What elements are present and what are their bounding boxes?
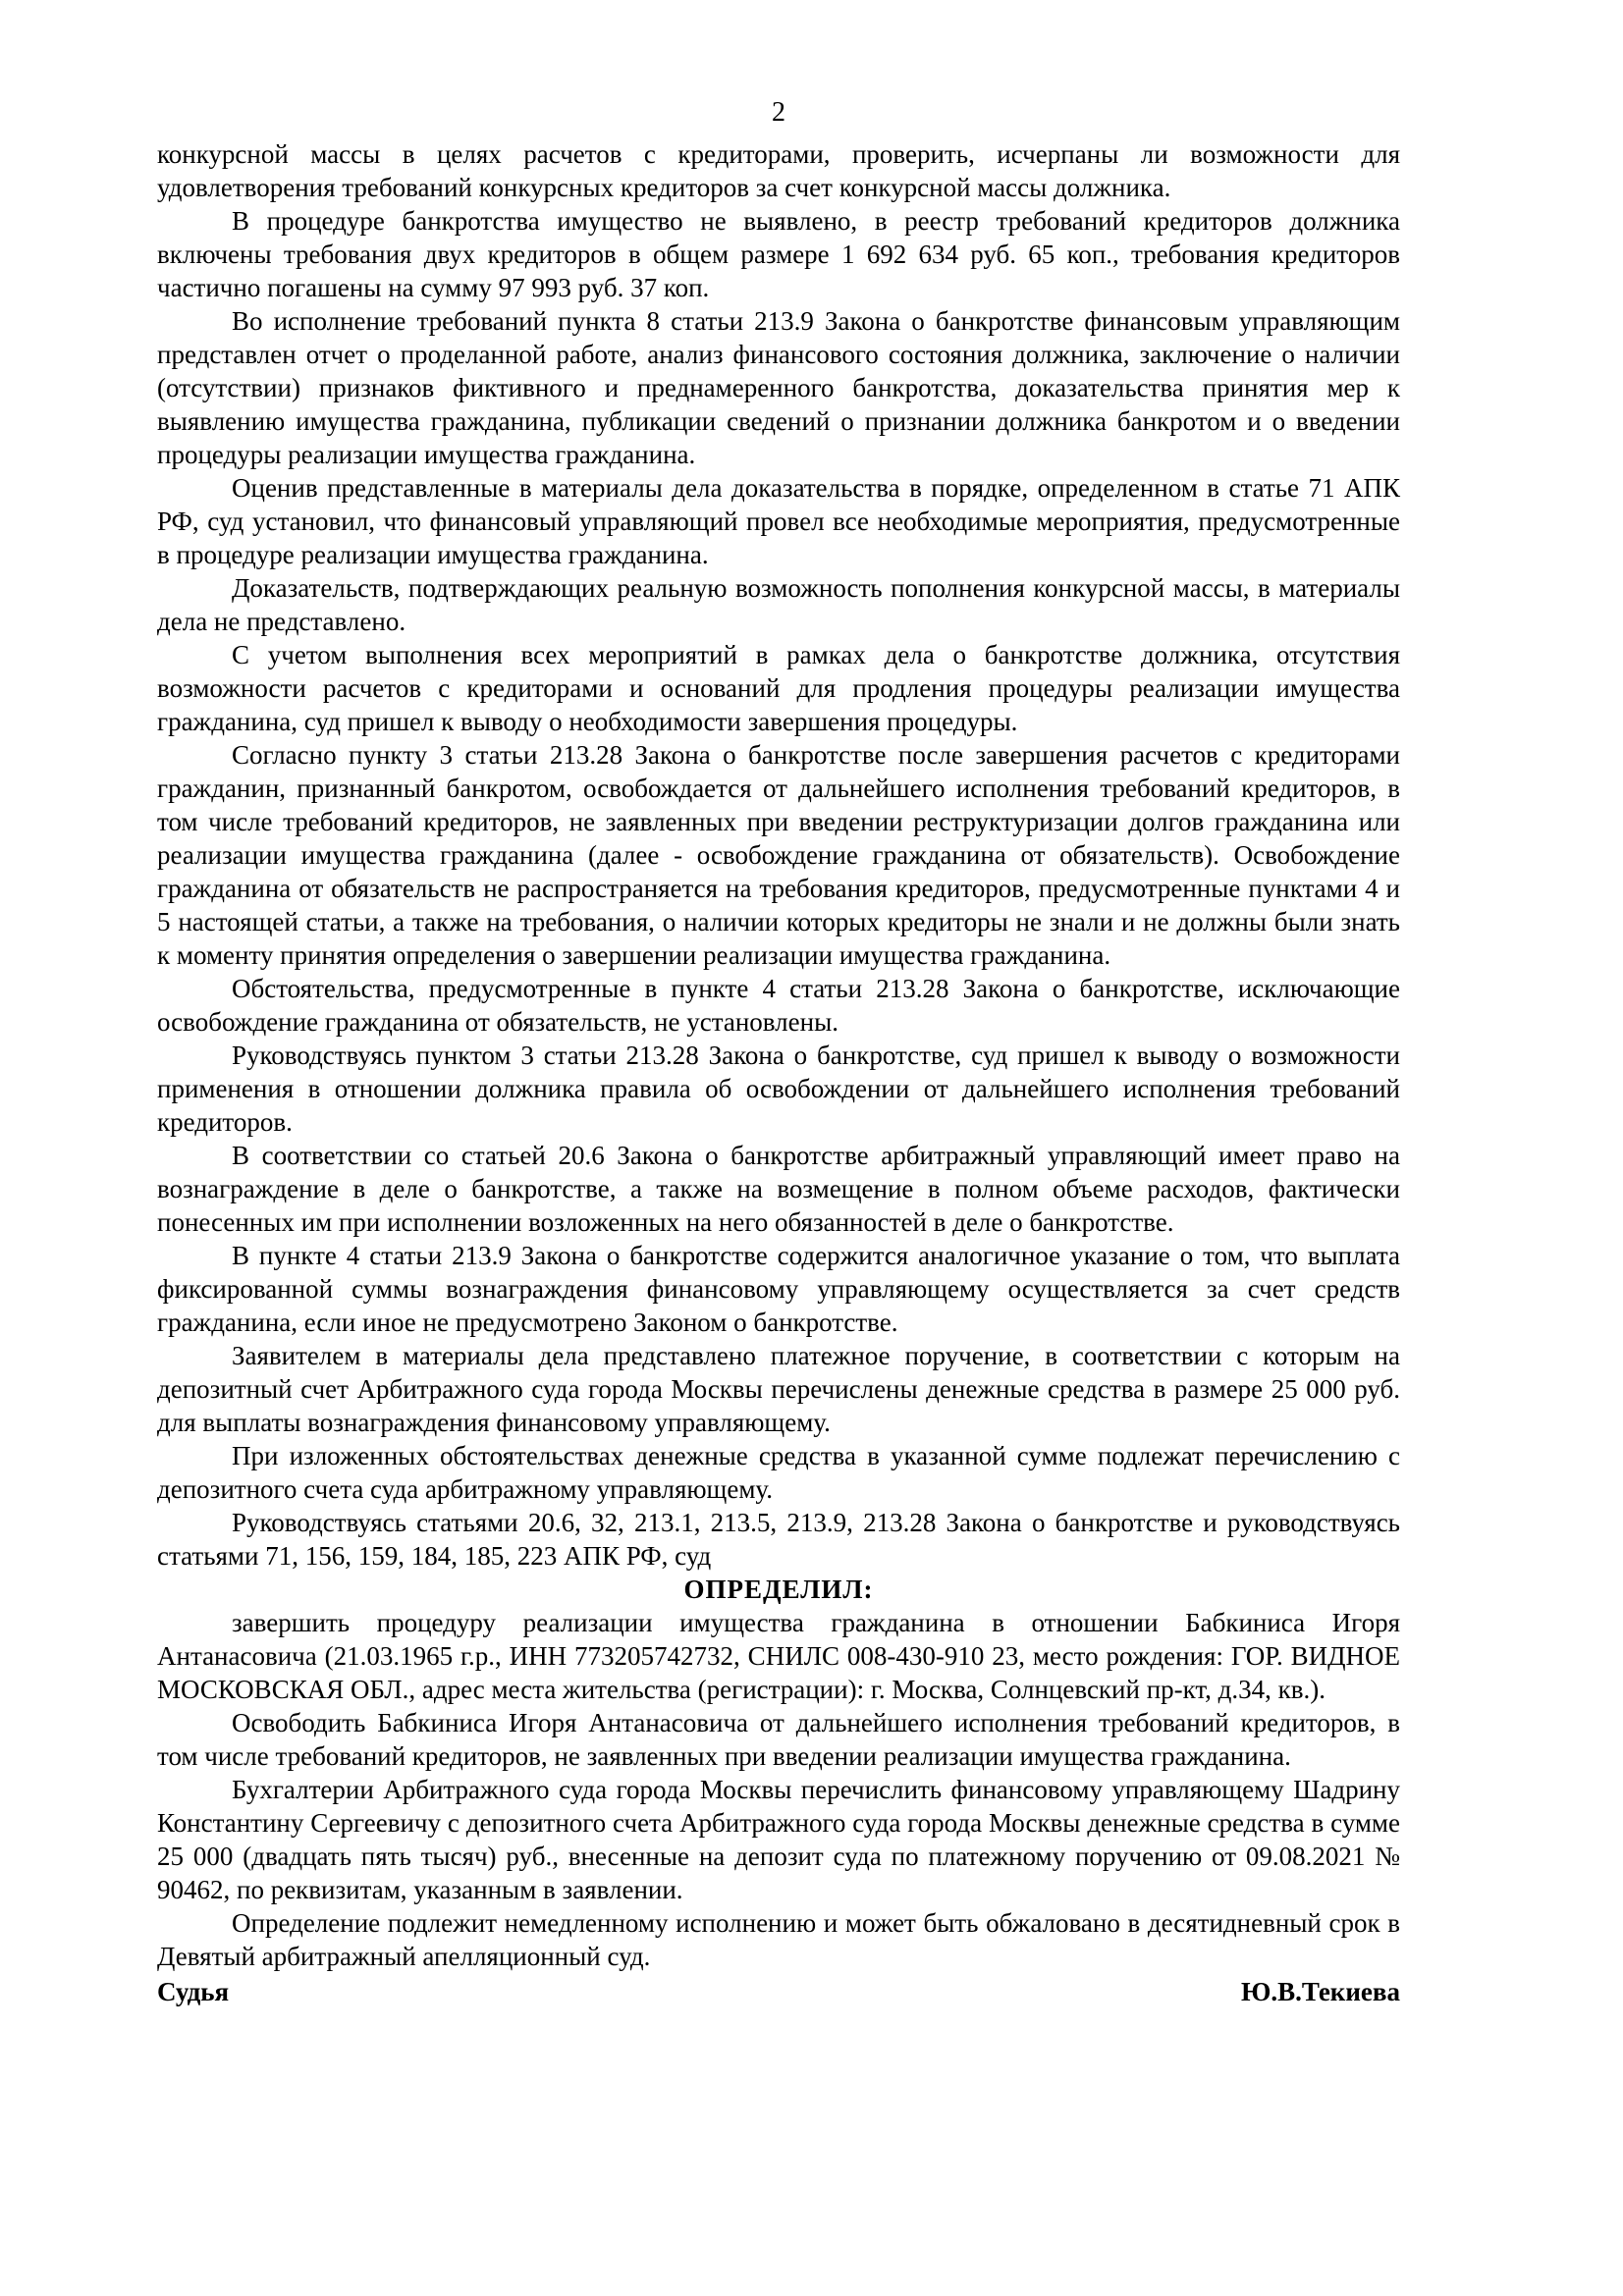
body-text-after [157, 1606, 1400, 1973]
paragraph: В соответствии со статьей 20.6 Закона о банкротстве арбитражный управляющий имеет право на вознаграждение в деле о банкротстве, а также на возмещение в полном объеме расходов, фактически понесенных им при исполнении возложенных на него обязанностей в деле о банкротстве. [157, 1141, 1400, 1237]
paragraph: Обстоятельства, предусмотренные в пункте 4 статьи 213.28 Закона о банкротстве, исключающие освобождение гражданина от обязательств, не установлены. [157, 974, 1400, 1037]
paragraph: Определение подлежит немедленному исполнению и может быть обжаловано в десятидневный срок в Девятый арбитражный апелляционный суд. [157, 1908, 1400, 1971]
paragraph: конкурсной массы в целях расчетов с кредиторами, проверить, исчерпаны ли возможности для удовлетворения требований конкурсных кредиторов за счет конкурсной массы должника. [157, 139, 1400, 202]
paragraph: завершить процедуру реализации имущества гражданина в отношении Бабкиниса Игоря Антанасовича (21.03.1965 г.р., ИНН 773205742732, СНИЛС 008-430-910 23, место рождения: ГОР. ВИДНОЕ МОСКОВСКАЯ ОБЛ., адрес места жительства (регистрации): г. Москва, Солнцевский пр-кт, д.34, кв.). [157, 1608, 1400, 1704]
paragraph: Согласно пункту 3 статьи 213.28 Закона о банкротстве после завершения расчетов с кредиторами гражданин, признанный банкротом, освобождается от дальнейшего исполнения требований кредиторов, в том числе требований кредиторов, не заявленных при введении реструктуризации долгов гражданина или реализации имущества гражданина (далее - освобождение гражданина от обязательств). Освобождение гражданина от обязательств не распространяется на требования кредиторов, предусмотренные пунктами 4 и 5 настоящей статьи, а также на требования, о наличии которых кредиторы не знали и не должны были знать к моменту принятия определения о завершении реализации имущества гражданина. [157, 740, 1400, 970]
paragraph: При изложенных обстоятельствах денежные средства в указанной сумме подлежат перечислению с депозитного счета суда арбитражному управляющему. [157, 1441, 1400, 1504]
signature-role: Судья [157, 1977, 230, 2006]
paragraph: Во исполнение требований пункта 8 статьи 213.9 Закона о банкротстве финансовым управляющим представлен отчет о проделанной работе, анализ финансового состояния должника, заключение о наличии (отсутствии) признаков фиктивного и преднамеренного банкротства, доказательства принятия мер к выявлению имущества гражданина, публикации сведений о признании должника банкротом и о введении процедуры реализации имущества гражданина. [157, 306, 1400, 469]
page-number: 2 [772, 97, 785, 128]
document-page [157, 96, 1400, 2008]
paragraph: Освободить Бабкиниса Игоря Антанасовича от дальнейшего исполнения требований кредиторов, в том числе требований кредиторов, не заявленных при введении реализации имущества гражданина. [157, 1708, 1400, 1771]
paragraph: В процедуре банкротства имущество не выявлено, в реестр требований кредиторов должника включены требования двух кредиторов в общем размере 1 692 634 руб. 65 коп., требования кредиторов частично погашены на сумму 97 993 руб. 37 коп. [157, 206, 1400, 302]
paragraph: Доказательств, подтверждающих реальную возможность пополнения конкурсной массы, в материалы дела не представлено. [157, 573, 1400, 636]
paragraph: Оценив представленные в материалы дела доказательства в порядке, определенном в статье 71 АПК РФ, суд установил, что финансовый управляющий провел все необходимые мероприятия, предусмотренные в процедуре реализации имущества гражданина. [157, 473, 1400, 569]
paragraph: С учетом выполнения всех мероприятий в рамках дела о банкротстве должника, отсутствия возможности расчетов с кредиторами и оснований для продления процедуры реализации имущества гражданина, суд пришел к выводу о необходимости завершения процедуры. [157, 640, 1400, 736]
ruling-heading: ОПРЕДЕЛИЛ: [683, 1575, 874, 1604]
signature-block [157, 1975, 1400, 2008]
signature-name: Ю.В.Текиева [1240, 1977, 1400, 2006]
paragraph: Заявителем в материалы дела представлено платежное поручение, в соответствии с которым на депозитный счет Арбитражного суда города Москвы перечислены денежные средства в размере 25 000 руб. для выплаты вознаграждения финансовому управляющему. [157, 1341, 1400, 1437]
paragraph: Руководствуясь пунктом 3 статьи 213.28 Закона о банкротстве, суд пришел к выводу о возможности применения в отношении должника правила об освобождении от дальнейшего исполнения требований кредиторов. [157, 1041, 1400, 1137]
body-text-before [157, 137, 1400, 1573]
paragraph: Бухгалтерии Арбитражного суда города Москвы перечислить финансовому управляющему Шадрину Константину Сергеевичу с депозитного счета Арбитражного суда города Москвы денежные средства в сумме 25 000 (двадцать пять тысяч) руб., внесенные на депозит суда по платежному поручению от 09.08.2021 № 90462, по реквизитам, указанным в заявлении. [157, 1775, 1400, 1904]
paragraph: В пункте 4 статьи 213.9 Закона о банкротстве содержится аналогичное указание о том, что выплата фиксированной суммы вознаграждения финансовому управляющему осуществляется за счет средств гражданина, если иное не предусмотрено Законом о банкротстве. [157, 1241, 1400, 1337]
paragraph: Руководствуясь статьями 20.6, 32, 213.1, 213.5, 213.9, 213.28 Закона о банкротстве и руководствуясь статьями 71, 156, 159, 184, 185, 223 АПК РФ, суд [157, 1508, 1400, 1571]
